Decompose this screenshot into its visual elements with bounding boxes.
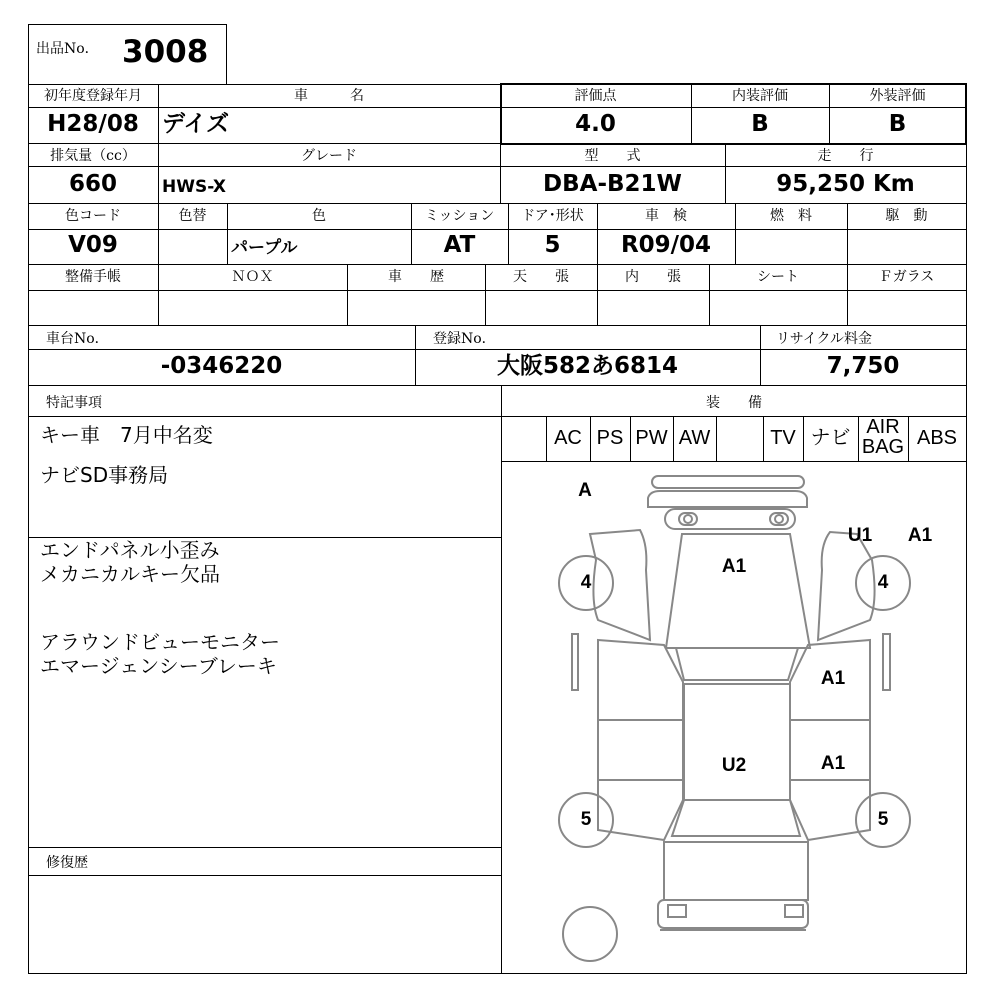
car-name-value: デイズ (162, 111, 230, 137)
equip-airbag-bottom: BAG (861, 436, 905, 458)
chassis-label: 車台No． (46, 331, 109, 347)
interior-trim-label: 内 張 (625, 269, 681, 285)
damage-right-front-2: A1 (907, 525, 933, 546)
car-name-label: 車 名 (294, 88, 364, 104)
recycle-value: 7,750 (826, 353, 900, 379)
lot-number: 3008 (122, 34, 209, 70)
doors-label: ドア･形状 (521, 208, 584, 224)
registration-label: 登録No． (433, 331, 496, 347)
maintenance-label: 整備手帳 (65, 269, 121, 285)
grade-value: HWS-X (162, 177, 226, 197)
tire-rear-right: 5 (877, 809, 889, 830)
equipment-label: 装 備 (706, 395, 762, 411)
displacement-value: 660 (68, 171, 117, 197)
recycle-label: リサイクル料金 (776, 331, 873, 347)
equip-ps: PS (596, 427, 624, 449)
chassis-value: -0346220 (160, 353, 283, 379)
damage-front-bumper: A (578, 480, 592, 501)
first-reg-value: H28/08 (47, 111, 139, 137)
equip-aw: AW (678, 427, 711, 449)
color-code-label: 色コード (65, 208, 121, 224)
exterior-value: B (888, 111, 907, 137)
fuel-label: 燃 料 (770, 208, 812, 224)
repair-label: 修復歴 (46, 855, 88, 871)
remarks-line-2: ナビSD事務局 (40, 463, 169, 487)
inspection-label: 車 検 (645, 208, 687, 224)
doors-value: 5 (544, 232, 561, 258)
damage-roof: U2 (721, 755, 747, 776)
tire-front-left: 4 (580, 572, 592, 593)
tire-front-right: 4 (877, 572, 889, 593)
equip-pw: PW (635, 427, 668, 449)
history-label: 車 歴 (388, 269, 444, 285)
equip-tv: TV (770, 427, 796, 449)
drive-label: 駆 動 (885, 208, 928, 224)
equip-abs: ABS (916, 427, 958, 449)
mileage-label: 走 行 (817, 148, 874, 164)
equip-navi: ナビ (810, 427, 851, 449)
model-value: DBA-B21W (543, 171, 682, 197)
interior-value: B (751, 111, 769, 137)
remarks-block2-line-2: メカニカルキー欠品 (40, 562, 220, 586)
registration-value: 大阪582あ6814 (496, 353, 679, 379)
mileage-value: 95,250 Km (776, 171, 915, 197)
displacement-label: 排気量（cc） (50, 148, 136, 164)
model-label: 型 式 (584, 148, 641, 164)
damage-right-front-1: U1 (847, 525, 873, 546)
equip-airbag-top: AIR (866, 416, 900, 438)
remarks-block2-line-1: エンドパネル小歪み (40, 538, 220, 562)
first-reg-label: 初年度登録年月 (44, 88, 142, 104)
damage-right-door-front: A1 (820, 668, 846, 689)
transmission-label: ミッション (424, 208, 495, 224)
color-code-value: V09 (68, 232, 118, 258)
grade-label: グレード (301, 148, 357, 164)
nox-label: ＮＯＸ (231, 269, 274, 285)
remarks-line-1: キー車 7月中名変 (40, 423, 213, 447)
car-diagram (501, 461, 967, 973)
score-label: 評価点 (574, 88, 617, 104)
color-label: 色 (312, 208, 326, 224)
score-value: 4.0 (575, 111, 616, 137)
equip-ac: AC (554, 427, 582, 449)
seat-label: シート (757, 269, 799, 285)
inspection-value: R09/04 (620, 232, 712, 258)
remarks-block3-line-1: アラウンドビューモニター (40, 630, 280, 654)
color-value: パープル (231, 238, 298, 258)
remarks-label: 特記事項 (46, 395, 102, 411)
damage-right-door-rear: A1 (820, 753, 846, 774)
roof-label: 天 張 (513, 269, 569, 285)
color-change-label: 色替 (178, 208, 207, 224)
lot-label: 出品No． (36, 41, 99, 57)
remarks-block3-line-2: エマージェンシーブレーキ (40, 654, 277, 678)
exterior-label: 外装評価 (869, 88, 926, 104)
fglass-label: Ｆガラス (878, 269, 935, 285)
transmission-value: AT (443, 232, 476, 258)
interior-label: 内装評価 (732, 88, 788, 104)
tire-rear-left: 5 (580, 809, 592, 830)
damage-hood: A1 (721, 556, 747, 577)
